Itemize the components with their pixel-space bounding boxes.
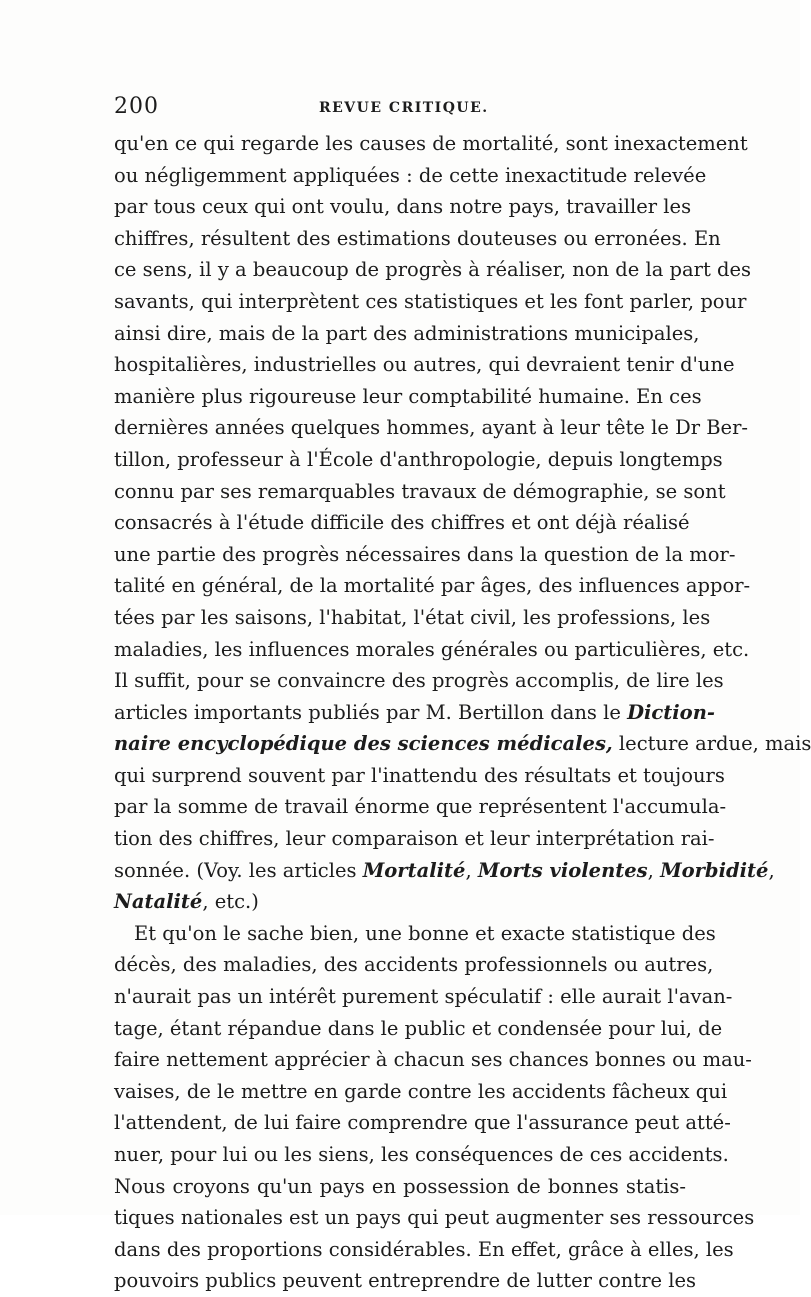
text-line	[114, 697, 715, 729]
text-run: ainsi dire, mais de la part des administrations municipales,	[114, 321, 700, 345]
text-line	[114, 128, 748, 160]
text-line	[114, 728, 811, 760]
text-run: articles importants publiés par M. Bertillon dans le	[114, 700, 628, 724]
text-line	[114, 918, 716, 950]
text-line	[114, 223, 721, 255]
text-run: vaises, de le mettre en garde contre les accidents fâcheux qui	[114, 1079, 728, 1103]
text-run: ,	[465, 858, 478, 882]
text-line	[114, 570, 751, 602]
running-title: REVUE CRITIQUE.	[319, 100, 489, 116]
italic-title: Morts violentes	[477, 858, 648, 882]
text-run: savants, qui interprètent ces statistiques et les font parler, pour	[114, 289, 747, 313]
text-run: nuer, pour lui ou les siens, les conséquences de ces accidents.	[114, 1143, 729, 1166]
text-line	[114, 1265, 697, 1297]
text-line	[114, 855, 775, 887]
text-run: qui surprend souvent par l'inattendu des résultats et toujours	[114, 763, 725, 787]
text-run: Nous croyons qu'un pays en possession de bonnes statis-	[114, 1174, 686, 1198]
text-line	[114, 1107, 731, 1139]
text-line	[114, 318, 700, 350]
text-run: manière plus rigoureuse leur comptabilité humaine. En ces	[114, 384, 702, 408]
text-run: chiffres, résultent des estimations douteuses ou erronées. En	[114, 226, 721, 250]
text-line	[114, 254, 752, 286]
text-line	[114, 634, 750, 666]
text-line	[114, 476, 726, 508]
italic-title: Diction-	[627, 700, 715, 724]
text-line	[114, 507, 690, 539]
italic-title: naire encyclopédique des sciences médicales,	[114, 732, 613, 756]
text-run: consacrés à l'étude difficile des chiffres et ont déjà réalisé	[114, 511, 690, 535]
text-line	[114, 444, 723, 476]
text-run: ,	[647, 858, 661, 882]
text-line	[114, 381, 702, 413]
text-line	[114, 949, 714, 981]
text-line	[114, 412, 749, 444]
text-run: ou négligemment appliquées : de cette inexactitude relevée	[114, 163, 707, 187]
text-line	[114, 1139, 729, 1171]
text-run: lecture ardue, mais	[612, 732, 811, 756]
text-run: Il suffit, pour se convaincre des progrès accomplis, de lire les	[114, 669, 724, 693]
text-run: tiques nationales est un pays qui peut augmenter ses ressources	[114, 1206, 755, 1230]
text-line	[114, 1076, 728, 1108]
text-line	[114, 981, 733, 1013]
text-run: ce sens, il y a beaucoup de progrès à réaliser, non de la part des	[114, 258, 752, 282]
italic-title: Natalité	[114, 890, 203, 914]
text-line	[114, 1171, 686, 1203]
running-head	[114, 94, 686, 124]
text-run: connu par ses remarquables travaux de démographie, se sont	[114, 479, 726, 503]
text-run: dans des proportions considérables. En effet, grâce à elles, les	[114, 1237, 734, 1261]
text-run: tion des chiffres, leur comparaison et leur interprétation rai-	[114, 827, 715, 851]
text-run: par tous ceux qui ont voulu, dans notre pays, travailler les	[114, 195, 692, 219]
text-run: talité en général, de la mortalité par âges, des influences appor-	[114, 574, 751, 598]
text-run: par la somme de travail énorme que représentent l'accumula-	[114, 795, 727, 819]
text-run: tillon, professeur à l'École d'anthropologie, depuis longtemps	[114, 447, 723, 471]
text-line	[114, 191, 692, 223]
text-line	[114, 1202, 755, 1234]
text-run: ,	[768, 858, 775, 882]
text-run: l'attendent, de lui faire comprendre que l'assurance peut atté-	[114, 1111, 731, 1135]
text-run: décès, des maladies, des accidents professionnels ou autres,	[114, 953, 714, 977]
text-run: n'aurait pas un intérêt purement spéculatif : elle aurait l'avan-	[114, 985, 733, 1009]
text-line	[114, 1044, 752, 1076]
text-run: tage, étant répandue dans le public et condensée pour lui, de	[114, 1016, 723, 1040]
text-line	[114, 665, 724, 697]
text-run: pouvoirs publics peuvent entreprendre de lutter contre les	[114, 1269, 697, 1293]
text-line	[114, 886, 686, 918]
text-line	[114, 1013, 723, 1045]
text-run: , etc.)	[202, 890, 259, 914]
text-line	[114, 349, 735, 381]
italic-title: Morbidité	[660, 858, 769, 882]
italic-title: Mortalité	[362, 858, 466, 882]
text-run: sonnée. (Voy. les articles	[114, 858, 363, 882]
text-line	[114, 760, 725, 792]
body-text	[114, 128, 811, 1297]
text-run: hospitalières, industrielles ou autres, qui devraient tenir d'une	[114, 353, 735, 377]
text-line	[114, 160, 707, 192]
text-run: tées par les saisons, l'habitat, l'état civil, les professions, les	[114, 605, 711, 629]
text-line	[114, 602, 711, 634]
text-run: faire nettement apprécier à chacun ses chances bonnes ou mau-	[114, 1048, 752, 1072]
text-line	[114, 1234, 734, 1266]
text-run: dernières années quelques hommes, ayant à leur tête le Dr Ber-	[114, 416, 749, 440]
text-line	[114, 286, 747, 318]
text-run: maladies, les influences morales générales ou particulières, etc.	[114, 637, 750, 661]
text-run: Et qu'on le sache bien, une bonne et exacte statistique des	[134, 921, 716, 945]
text-line	[114, 823, 715, 855]
page-number: 200	[114, 94, 159, 119]
text-line	[114, 539, 736, 571]
text-run: une partie des progrès nécessaires dans la question de la mor-	[114, 542, 736, 566]
text-run: qu'en ce qui regarde les causes de mortalité, sont inexactement	[114, 132, 748, 155]
text-line	[114, 791, 727, 823]
